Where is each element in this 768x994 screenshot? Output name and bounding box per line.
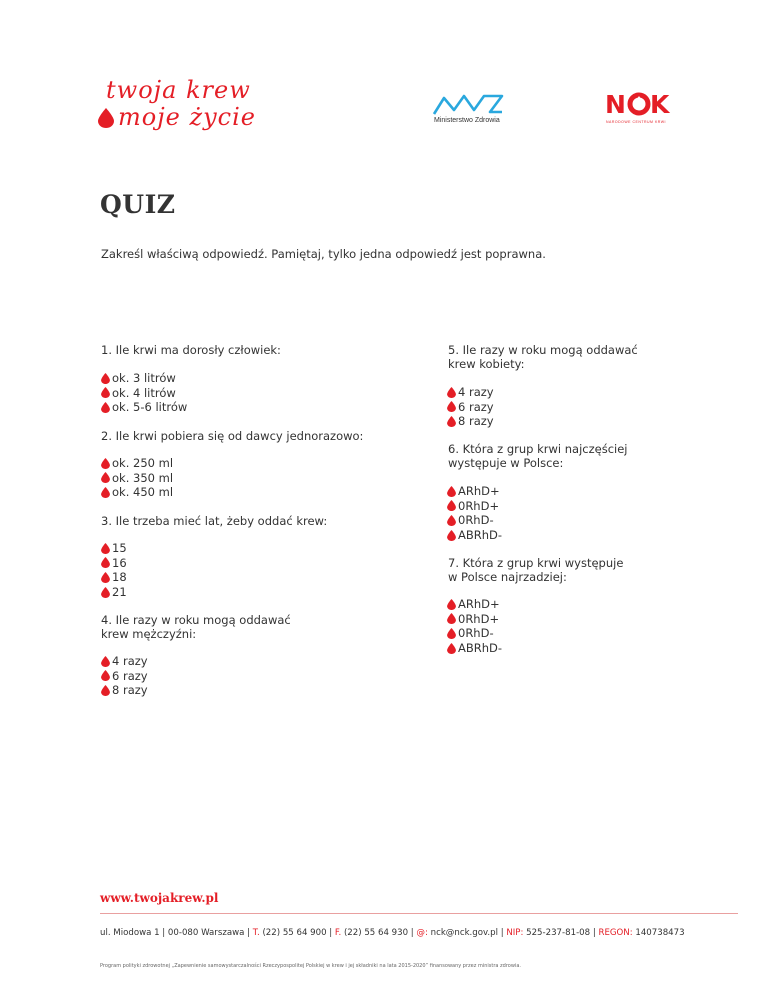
address: ul. Miodowa 1 | 00-080 Warszawa | bbox=[100, 928, 253, 938]
footer-divider bbox=[100, 913, 738, 914]
blood-drop-icon bbox=[101, 656, 110, 667]
instruction-text: Zakreśl właściwą odpowiedź. Pamiętaj, tylko jedna odpowiedź jest poprawna. bbox=[101, 247, 546, 261]
question-3: 3. Ile trzeba mieć lat, żeby oddać krew: bbox=[101, 514, 328, 528]
answer-label: ARhD+ bbox=[458, 484, 500, 498]
answer-label: 16 bbox=[112, 555, 127, 570]
blood-drop-icon bbox=[101, 557, 110, 568]
blood-drop-icon bbox=[447, 401, 456, 412]
campaign-logo-line2: moje życie bbox=[118, 103, 257, 131]
answer-label: 6 razy bbox=[112, 668, 148, 683]
campaign-logo-line1: twoja krew bbox=[106, 76, 251, 104]
answer-label: ARhD+ bbox=[458, 597, 500, 611]
answer-option[interactable] bbox=[447, 626, 502, 641]
question-4-line2: krew mężczyźni: bbox=[101, 627, 197, 641]
answer-label: 0RhD+ bbox=[458, 611, 500, 626]
answer-label: 4 razy bbox=[458, 385, 494, 399]
nip: 525-237-81-08 | bbox=[523, 928, 599, 938]
answer-label: ABRhD- bbox=[458, 527, 503, 542]
regon-label: REGON: bbox=[598, 928, 633, 938]
question-6-options bbox=[447, 484, 502, 542]
program-note: Program polityki zdrowotnej „Zapewnienie samowystarczalności Rzeczypospolitej Polskiej w krew i jej składniki na lata 2015-2020” finansowany przez ministra zdrowia. bbox=[100, 963, 521, 969]
answer-option[interactable] bbox=[101, 541, 127, 556]
question-2-options bbox=[101, 456, 173, 500]
phone-label: T. bbox=[252, 928, 260, 938]
answer-option[interactable] bbox=[101, 669, 148, 684]
question-7-line2: w Polsce najrzadziej: bbox=[448, 570, 567, 584]
answer-label: ABRhD- bbox=[458, 640, 503, 655]
blood-drop-icon bbox=[101, 387, 110, 398]
answer-option[interactable] bbox=[447, 414, 494, 429]
campaign-logo bbox=[96, 76, 306, 136]
blood-drop-icon bbox=[101, 670, 110, 681]
answer-option[interactable] bbox=[101, 585, 127, 600]
blood-drop-icon bbox=[101, 543, 110, 554]
fax-label: F. bbox=[334, 928, 342, 938]
question-7-options bbox=[447, 597, 502, 655]
blood-drop-icon bbox=[101, 487, 110, 498]
answer-option[interactable] bbox=[101, 654, 148, 669]
answer-label: 0RhD+ bbox=[458, 498, 500, 513]
answer-label: ok. 250 ml bbox=[112, 456, 174, 470]
answer-label: ok. 4 litrów bbox=[112, 385, 176, 400]
blood-drop-icon bbox=[447, 530, 456, 541]
blood-drop-icon bbox=[447, 416, 456, 427]
blood-drop-icon bbox=[101, 402, 110, 413]
question-7-line1: 7. Która z grup krwi występuje bbox=[448, 556, 624, 570]
answer-label: 8 razy bbox=[112, 683, 148, 698]
blood-drop-icon bbox=[101, 373, 110, 384]
answer-option[interactable] bbox=[447, 513, 502, 528]
blood-drop-icon bbox=[101, 685, 110, 696]
question-5 bbox=[448, 343, 638, 371]
question-5-line1: 5. Ile razy w roku mogą oddawać bbox=[448, 343, 638, 357]
blood-drop-icon bbox=[447, 486, 456, 497]
answer-option[interactable] bbox=[447, 484, 502, 499]
answer-option[interactable] bbox=[101, 556, 127, 571]
answer-label: 15 bbox=[112, 541, 127, 555]
blood-drop-icon bbox=[447, 500, 456, 511]
question-1-options bbox=[101, 371, 187, 415]
answer-label: ok. 5-6 litrów bbox=[112, 400, 188, 415]
answer-option[interactable] bbox=[101, 400, 187, 415]
answer-label: 0RhD- bbox=[458, 626, 494, 641]
question-1: 1. Ile krwi ma dorosły człowiek: bbox=[101, 343, 281, 357]
blood-drop-icon bbox=[447, 613, 456, 624]
answer-option[interactable] bbox=[101, 371, 187, 386]
question-4-line1: 4. Ile razy w roku mogą oddawać bbox=[101, 613, 291, 627]
contact-info bbox=[100, 928, 685, 938]
nck-logo-mark bbox=[604, 90, 674, 118]
blood-drop-icon bbox=[447, 643, 456, 654]
question-3-options bbox=[101, 541, 127, 599]
blood-drop-icon bbox=[101, 572, 110, 583]
answer-label: 4 razy bbox=[112, 654, 148, 668]
question-5-line2: krew kobiety: bbox=[448, 357, 525, 371]
blood-drop-icon bbox=[447, 599, 456, 610]
answer-option[interactable] bbox=[447, 612, 502, 627]
answer-label: 8 razy bbox=[458, 414, 494, 429]
blood-drop-icon bbox=[101, 458, 110, 469]
answer-option[interactable] bbox=[447, 528, 502, 543]
svg-text:N: N bbox=[605, 90, 627, 118]
email-link[interactable]: nck@nck.gov.pl | bbox=[427, 928, 507, 938]
question-6-line1: 6. Która z grup krwi najczęściej bbox=[448, 442, 628, 456]
blood-drop-icon bbox=[98, 108, 114, 128]
page-title: QUIZ bbox=[100, 190, 176, 219]
question-5-options bbox=[447, 385, 494, 429]
question-6-line2: występuje w Polsce: bbox=[448, 456, 564, 470]
svg-text:K: K bbox=[650, 90, 670, 118]
ministry-emblem-icon bbox=[432, 92, 508, 116]
answer-option[interactable] bbox=[447, 400, 494, 415]
question-4-options bbox=[101, 654, 148, 698]
phone: (22) 55 64 900 | bbox=[259, 928, 335, 938]
answer-label: ok. 450 ml bbox=[112, 485, 174, 500]
blood-drop-icon bbox=[101, 472, 110, 483]
answer-label: 18 bbox=[112, 570, 127, 585]
blood-drop-icon bbox=[101, 587, 110, 598]
ministry-name: Ministerstwo Zdrowia bbox=[434, 117, 500, 124]
answer-option[interactable] bbox=[101, 683, 148, 698]
nck-logo bbox=[604, 90, 676, 130]
answer-label: 6 razy bbox=[458, 399, 494, 414]
regon: 140738473 bbox=[632, 928, 685, 938]
ministry-logo bbox=[432, 92, 512, 132]
blood-drop-icon bbox=[447, 387, 456, 398]
answer-option[interactable] bbox=[101, 471, 173, 486]
question-6 bbox=[448, 442, 628, 470]
nck-tagline: NARODOWE CENTRUM KRWI bbox=[606, 120, 667, 124]
blood-drop-icon bbox=[447, 628, 456, 639]
nip-label: NIP: bbox=[506, 928, 524, 938]
question-2: 2. Ile krwi pobiera się od dawcy jednorazowo: bbox=[101, 429, 364, 443]
answer-label: 0RhD- bbox=[458, 513, 494, 528]
fax: (22) 55 64 930 | bbox=[341, 928, 417, 938]
answer-option[interactable] bbox=[101, 456, 173, 471]
email-label: @: bbox=[416, 928, 428, 938]
question-7 bbox=[448, 556, 623, 584]
website-link[interactable]: www.twojakrew.pl bbox=[100, 891, 219, 905]
answer-label: 21 bbox=[112, 584, 127, 599]
answer-option[interactable] bbox=[447, 385, 494, 400]
answer-label: ok. 3 litrów bbox=[112, 371, 176, 385]
answer-option[interactable] bbox=[101, 485, 173, 500]
answer-option[interactable] bbox=[447, 597, 502, 612]
answer-option[interactable] bbox=[447, 499, 502, 514]
blood-drop-icon bbox=[447, 515, 456, 526]
answer-option[interactable] bbox=[101, 386, 187, 401]
question-4 bbox=[101, 613, 291, 641]
answer-option[interactable] bbox=[447, 641, 502, 656]
answer-label: ok. 350 ml bbox=[112, 470, 174, 485]
answer-option[interactable] bbox=[101, 570, 127, 585]
